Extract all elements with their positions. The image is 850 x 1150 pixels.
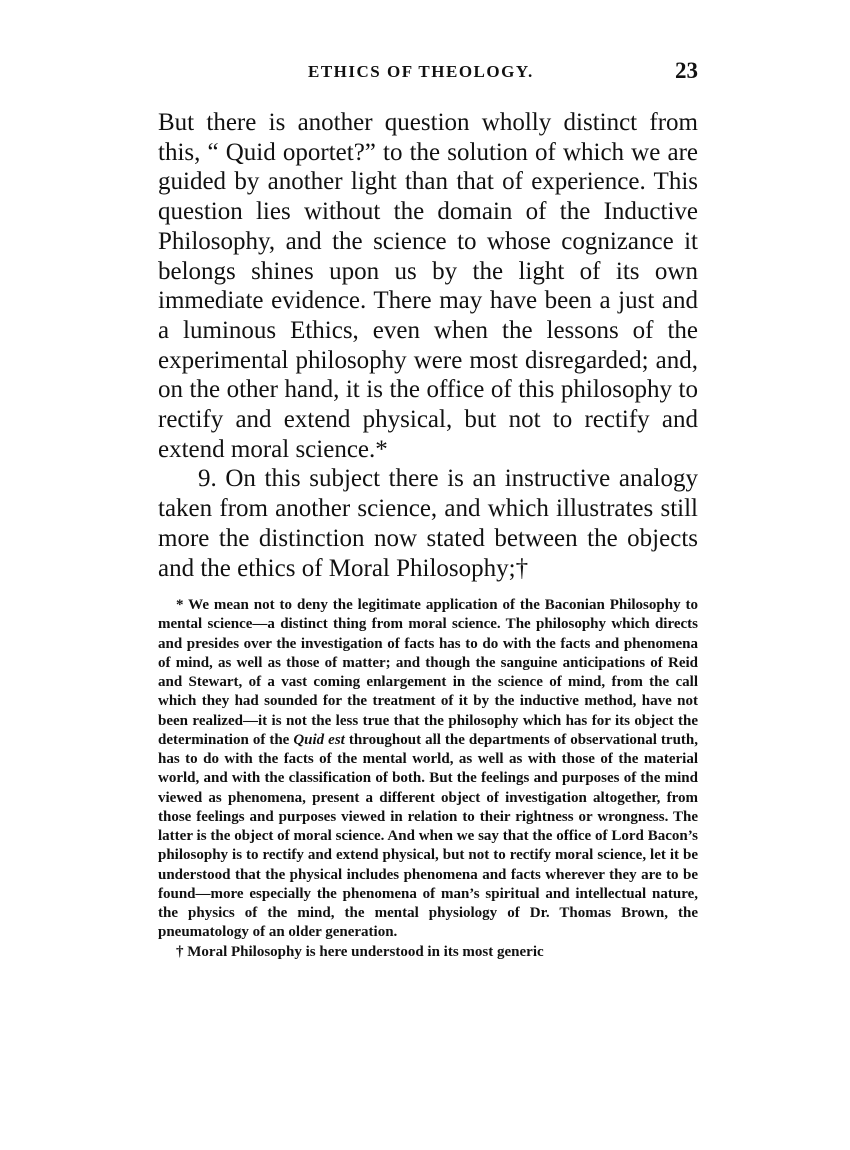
paragraph: 9. On this subject there is an instructive analogy taken from another science, and which illustrates still more the distinction now stated between the objects and the ethics of Moral Philosophy;†: [158, 465, 698, 582]
running-head: ETHICS OF THEOLOGY.: [308, 62, 534, 81]
footnotes: [158, 596, 698, 962]
footnote: † Moral Philosophy is here understood in its most generic: [176, 943, 544, 960]
page-number: 23: [675, 58, 698, 83]
paragraph: But there is another question wholly distinct from this, “ Quid oportet?” to the solution of which we are guided by another light than that of experience. This question lies without the domain of the Inductive Philosophy, and the science to whose cognizance it belongs shines upon us by the light of its own immediate evidence. There may have been a just and a luminous Ethics, even when the lessons of the experimental philosophy were most disregarded; and, on the other hand, it is the office of this philosophy to rectify and extend physical, but not to rectify and extend moral science.*: [158, 109, 698, 463]
main-text: [158, 108, 698, 583]
page-header: [158, 58, 698, 88]
footnote-text: * We mean not to deny the legitimate application of the Baconian Philosophy to mental science—a distinct thing from moral science. The philosophy which directs and presides over the investigation of facts has to do with the facts and phenomena of mind, as well as those of matter; and though the sanguine anticipations of Reid and Stewart, of a vast coming enlargement in the science of mind, from the call which they had sounded for the treatment of it by the inductive method, have not been realized—it is not the less true that the philosophy which has for its object the determination of the: [158, 597, 698, 748]
footnote: [158, 596, 698, 943]
footnote-text: throughout all the departments of observational truth, has to do with the facts of the mental world, as well as with those of the material world, and with the classification of both. But the feelings and purposes of the mind viewed as phenomena, present a different object of investigation altogether, from those feelings and purposes viewed in relation to their rightness or wrongness. The latter is the object of moral science. And when we say that the office of Lord Bacon’s philosophy is to rectify and extend physical, but not to rectify moral science, let it be understood that the physical includes phenomena and facts wherever they are to be found—more especially the phenomena of man’s spiritual and intellectual nature, the physics of the mind, the mental physiology of Dr. Thomas Brown, the pneumatology of an older generation.: [158, 731, 698, 941]
footnote-italic-term: Quid est: [293, 731, 345, 748]
